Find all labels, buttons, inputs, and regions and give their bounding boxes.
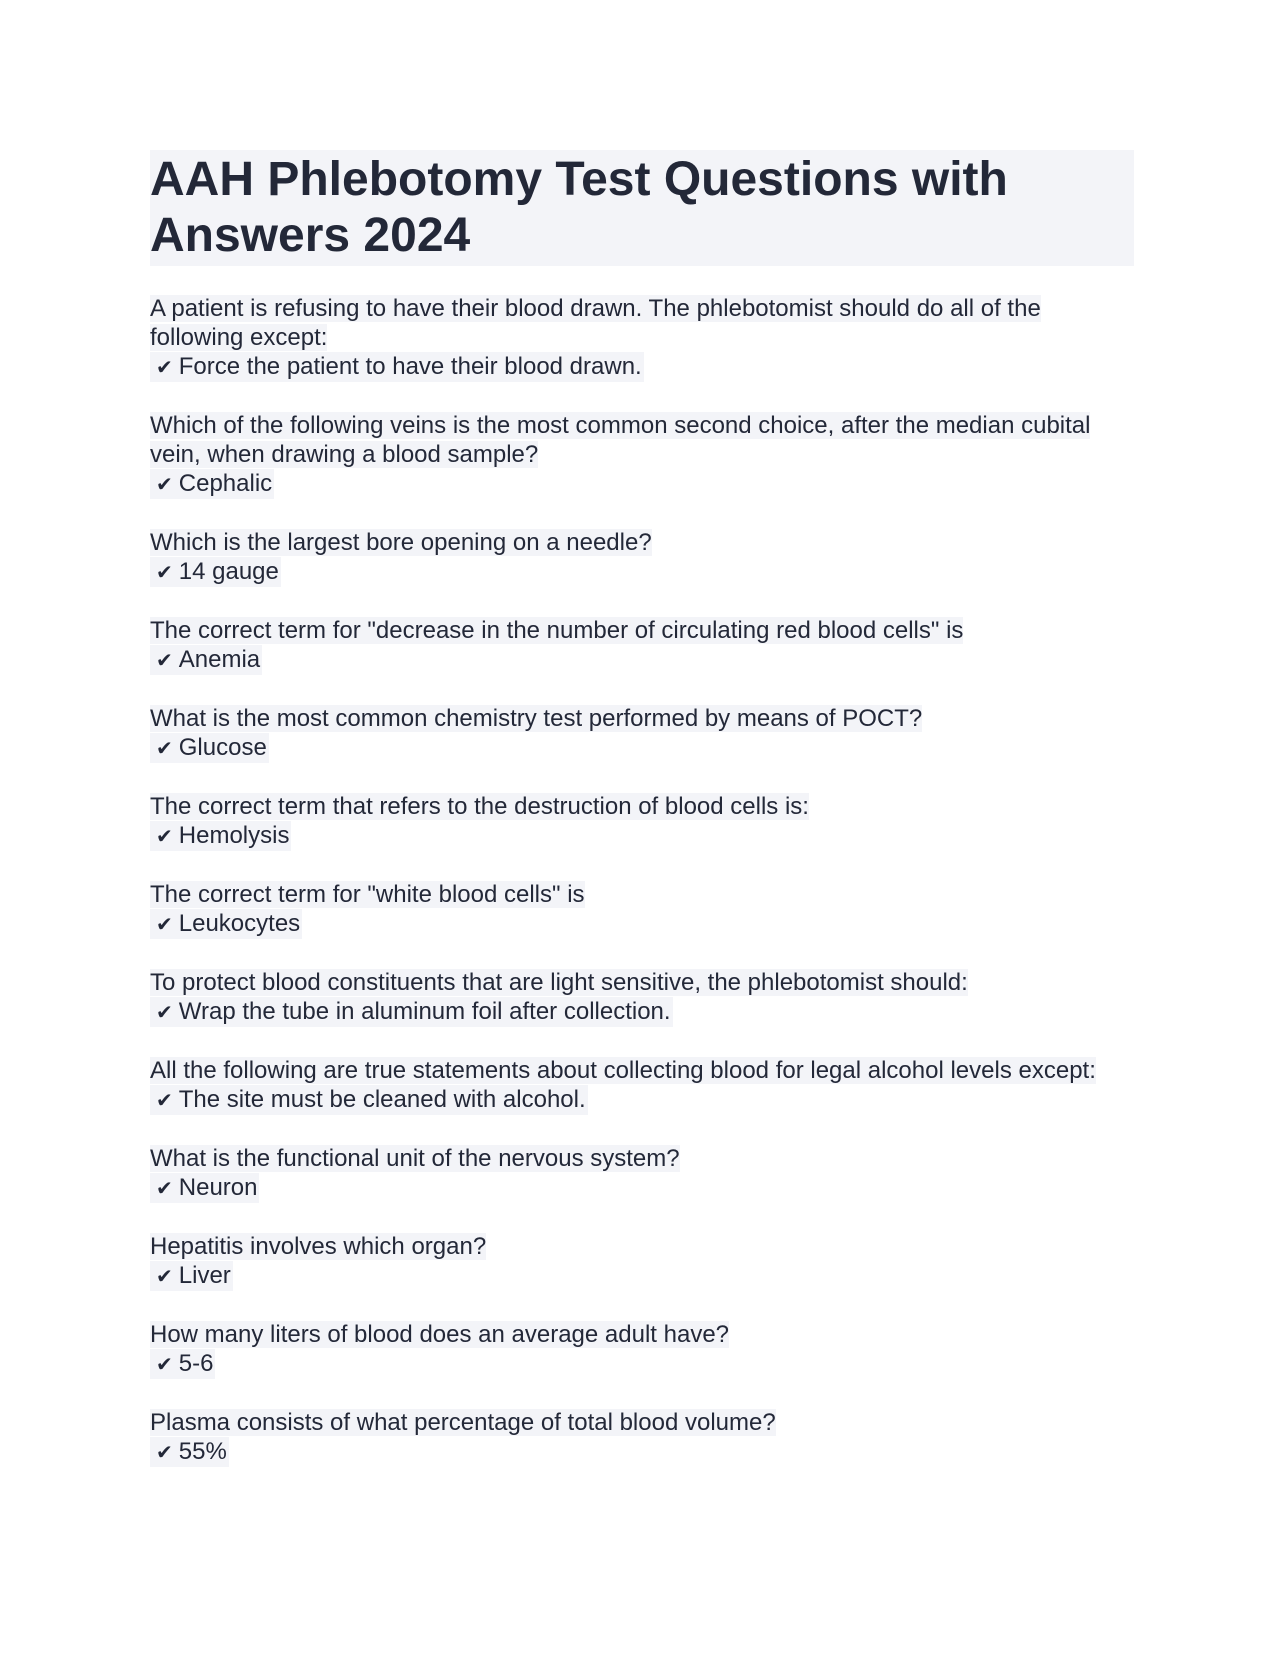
answer-box [150,352,644,382]
answer-text: Anemia [178,646,261,673]
question-row [150,880,1134,909]
question-row [150,616,1134,645]
answer-box [150,909,302,939]
document-title: AAH Phlebotomy Test Questions with Answers 2024 [150,153,1008,262]
answer-text: Wrap the tube in aluminum foil after collection. [178,998,671,1025]
question-row [150,968,1134,997]
answer-text: Liver [178,1262,231,1289]
answer-row [150,1437,1134,1467]
answer-box [150,557,281,587]
answer-row [150,997,1134,1027]
question-text: To protect blood constituents that are light sensitive, the phlebotomist should: [150,969,968,996]
question-row [150,294,1134,352]
question-row [150,1056,1134,1085]
checkmark-icon: ✔ [156,736,173,760]
answer-text: The site must be cleaned with alcohol. [178,1086,586,1113]
answer-box [150,1085,588,1115]
checkmark-icon: ✔ [156,1440,173,1464]
qa-item [150,880,1134,939]
checkmark-icon: ✔ [156,1264,173,1288]
qa-item [150,792,1134,851]
answer-text: Leukocytes [178,910,301,937]
answer-row [150,1349,1134,1379]
qa-item [150,294,1134,382]
answer-row [150,909,1134,939]
answer-text: Glucose [178,734,267,761]
answer-row [150,821,1134,851]
question-text: Hepatitis involves which organ? [150,1233,487,1260]
question-text: The correct term for "white blood cells" is [150,881,585,908]
question-row [150,1232,1134,1261]
question-text: All the following are true statements about collecting blood for legal alcohol levels except: [150,1057,1096,1084]
answer-row [150,1085,1134,1115]
answer-box [150,821,291,851]
answer-text: 14 gauge [178,558,279,585]
checkmark-icon: ✔ [156,1000,173,1024]
checkmark-icon: ✔ [156,824,173,848]
question-row [150,792,1134,821]
answer-box [150,1173,259,1203]
answer-text: Hemolysis [178,822,290,849]
question-row [150,1320,1134,1349]
checkmark-icon: ✔ [156,1088,173,1112]
qa-item [150,968,1134,1027]
qa-item [150,411,1134,499]
qa-item [150,1056,1134,1115]
qa-list [150,294,1134,1467]
answer-box [150,1437,229,1467]
checkmark-icon: ✔ [156,355,173,379]
question-row [150,1408,1134,1437]
answer-text: Cephalic [178,470,273,497]
checkmark-icon: ✔ [156,1176,173,1200]
question-row [150,528,1134,557]
answer-text: Neuron [178,1174,258,1201]
answer-box [150,469,274,499]
answer-box [150,1261,233,1291]
checkmark-icon: ✔ [156,648,173,672]
answer-row [150,1173,1134,1203]
answer-row [150,557,1134,587]
checkmark-icon: ✔ [156,560,173,584]
question-text: What is the most common chemistry test performed by means of POCT? [150,705,923,732]
question-text: Which of the following veins is the most common second choice, after the median cubital vein, when drawing a blood sample? [150,412,1091,468]
question-text: The correct term for "decrease in the number of circulating red blood cells" is [150,617,964,644]
qa-item [150,528,1134,587]
qa-item [150,1320,1134,1379]
qa-item [150,1408,1134,1467]
answer-box [150,645,262,675]
question-text: A patient is refusing to have their blood drawn. The phlebotomist should do all of the following except: [150,295,1041,351]
question-row [150,1144,1134,1173]
checkmark-icon: ✔ [156,1352,173,1376]
document-page [150,150,1134,1496]
answer-row [150,645,1134,675]
answer-row [150,1261,1134,1291]
question-row [150,704,1134,733]
question-text: Plasma consists of what percentage of total blood volume? [150,1409,776,1436]
qa-item [150,1144,1134,1203]
answer-box [150,733,269,763]
answer-text: Force the patient to have their blood drawn. [178,353,642,380]
question-text: What is the functional unit of the nervous system? [150,1145,680,1172]
answer-text: 5-6 [178,1350,214,1377]
answer-row [150,469,1134,499]
answer-row [150,352,1134,382]
answer-row [150,733,1134,763]
checkmark-icon: ✔ [156,912,173,936]
title-block [150,150,1134,266]
answer-text: 55% [178,1438,227,1465]
checkmark-icon: ✔ [156,472,173,496]
qa-item [150,704,1134,763]
qa-item [150,1232,1134,1291]
question-text: Which is the largest bore opening on a needle? [150,529,652,556]
question-row [150,411,1134,469]
question-text: How many liters of blood does an average adult have? [150,1321,730,1348]
answer-box [150,1349,215,1379]
answer-box [150,997,673,1027]
question-text: The correct term that refers to the destruction of blood cells is: [150,793,809,820]
qa-item [150,616,1134,675]
